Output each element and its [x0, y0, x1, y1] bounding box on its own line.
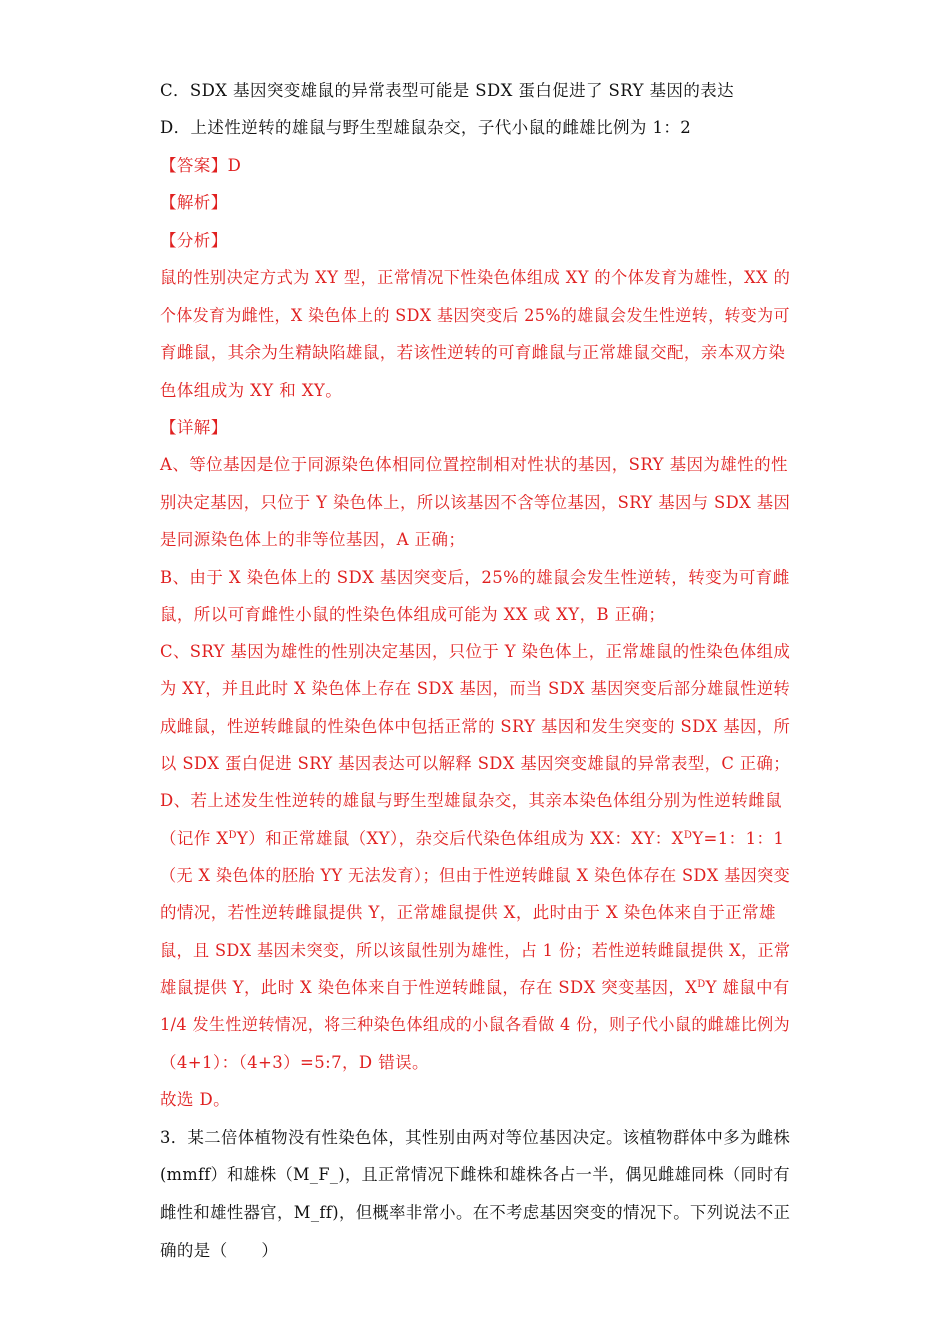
question3-line: (mmff）和雄株（M_F_)，且正常情况下雌株和雄株各占一半，偶见雌雄同株（同时有	[160, 1165, 791, 1184]
xiangjie-heading: 【详解】	[160, 418, 228, 437]
superscript-d: D	[697, 979, 706, 990]
xiangjie-line: 鼠，所以可育雌性小鼠的性染色体组成可能为 XX 或 XY，B 正确；	[160, 605, 666, 624]
answer-line	[160, 155, 241, 177]
xiangjie-line: 以 SDX 蛋白促进 SRY 基因表达可以解释 SDX 基因突变雄鼠的异常表型，C 正确；	[160, 754, 791, 773]
xiangjie-line: 为 XY，并且此时 X 染色体上存在 SDX 基因，而当 SDX 基因突变后部分雄鼠性逆转	[160, 679, 791, 698]
xiangjie-line: C、SRY 基因为雄性的性别决定基因，只位于 Y 染色体上，正常雄鼠的性染色体组成	[160, 642, 791, 661]
xiangjie-line: 1/4 发生性逆转情况，将三种染色体组成的小鼠各看做 4 份，则子代小鼠的雌雄比例为	[160, 1015, 791, 1034]
xiangjie-line: 的情况，若性逆转雌鼠提供 Y，正常雄鼠提供 X，此时由于 X 染色体来自于正常雄	[160, 903, 776, 922]
text-segment: Y 雄鼠中有	[705, 978, 790, 997]
text-segment: Y=1：1：1	[692, 829, 785, 848]
fenxi-line: 鼠的性别决定方式为 XY 型，正常情况下性染色体组成 XY 的个体发育为雄性，XX 的	[160, 268, 791, 287]
xiangjie-line-superscript	[160, 828, 784, 850]
question3-line: 确的是（ ）	[160, 1241, 279, 1260]
analysis-heading: 【解析】	[160, 193, 228, 212]
answer-label: 【答案】	[160, 156, 228, 175]
xiangjie-line: A、等位基因是位于同源染色体相同位置控制相对性状的基因，SRY 基因为雄性的性	[160, 455, 788, 474]
text-segment: （记作 X	[160, 829, 229, 848]
xiangjie-line-superscript	[160, 977, 790, 999]
fenxi-line: 色体组成为 XY 和 XY。	[160, 381, 343, 400]
fenxi-heading: 【分析】	[160, 231, 228, 250]
xiangjie-line: 成雌鼠，性逆转雌鼠的性染色体中包括正常的 SRY 基因和发生突变的 SDX 基因，所	[160, 717, 791, 736]
xiangjie-line: D、若上述发生性逆转的雄鼠与野生型雄鼠杂交，其亲本染色体组分别为性逆转雌鼠	[160, 791, 783, 810]
conclusion: 故选 D。	[160, 1090, 230, 1109]
xiangjie-line: 是同源染色体上的非等位基因，A 正确；	[160, 530, 466, 549]
xiangjie-line: 别决定基因，只位于 Y 染色体上，所以该基因不含等位基因，SRY 基因与 SDX 基因	[160, 493, 791, 512]
question3-line: 雌性和雄性器官，M_ff)，但概率非常小。在不考虑基因突变的情况下。下列说法不正	[160, 1203, 791, 1222]
answer-value: D	[227, 156, 242, 175]
fenxi-line: 个体发育为雌性，X 染色体上的 SDX 基因突变后 25%的雄鼠会发生性逆转，转变为可	[160, 306, 790, 325]
fenxi-line: 育雌鼠，其余为生精缺陷雄鼠，若该性逆转的可育雌鼠与正常雄鼠交配，亲本双方染	[160, 343, 786, 362]
superscript-d: D	[683, 830, 693, 841]
option-c: C．SDX 基因突变雄鼠的异常表型可能是 SDX 蛋白促进了 SRY 基因的表达	[160, 81, 735, 100]
option-d: D．上述性逆转的雄鼠与野生型雄鼠杂交，子代小鼠的雌雄比例为 1：2	[160, 118, 692, 137]
xiangjie-line: （4+1）：（4+3）=5:7，D 错误。	[160, 1053, 429, 1072]
xiangjie-line: 鼠，且 SDX 基因未突变，所以该鼠性别为雄性，占 1 份；若性逆转雌鼠提供 X，正常	[160, 941, 791, 960]
superscript-d: D	[228, 830, 237, 841]
xiangjie-line: （无 X 染色体的胚胎 YY 无法发育）；但由于性逆转雌鼠 X 染色体存在 SDX 基因突变	[160, 866, 791, 885]
question3-line: 3．某二倍体植物没有性染色体，其性别由两对等位基因决定。该植物群体中多为雌株	[160, 1128, 791, 1147]
text-segment: Y）和正常雄鼠（XY），杂交后代染色体组成为 XX：XY：X	[236, 829, 684, 848]
xiangjie-line: B、由于 X 染色体上的 SDX 基因突变后，25%的雄鼠会发生性逆转，转变为可育雌	[160, 568, 790, 587]
text-segment: 雄鼠提供 Y，此时 X 染色体来自于性逆转雌鼠，存在 SDX 突变基因，X	[160, 978, 698, 997]
